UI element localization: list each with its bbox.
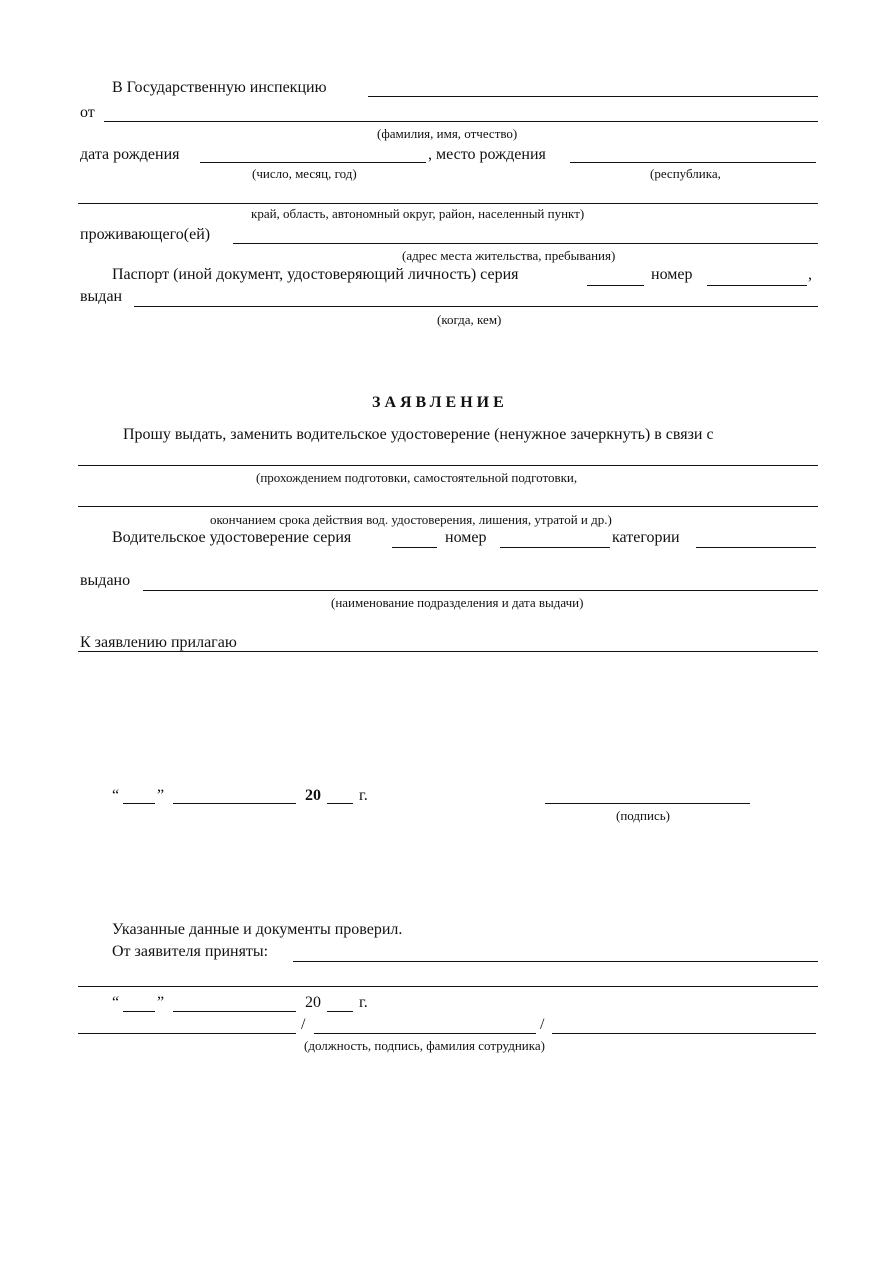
republic-hint: (республика, xyxy=(650,166,721,181)
birth-place-field[interactable] xyxy=(570,162,816,163)
license-series-field[interactable] xyxy=(392,547,437,548)
region-hint: край, область, автономный округ, район, населенный пункт) xyxy=(251,206,585,221)
passport-number-field[interactable] xyxy=(707,285,807,286)
to-inspection-label: В Государственную инспекцию xyxy=(112,79,327,96)
year-field-2[interactable] xyxy=(327,1011,353,1012)
slash-1: / xyxy=(301,1016,306,1033)
birth-place-label: , место рождения xyxy=(428,146,546,163)
signature-field[interactable] xyxy=(545,803,750,804)
accepted-field[interactable] xyxy=(293,961,818,962)
categories-field[interactable] xyxy=(696,547,816,548)
accepted-label: От заявителя приняты: xyxy=(112,943,269,960)
attach-field[interactable] xyxy=(78,651,818,652)
license-number-field[interactable] xyxy=(500,547,610,548)
quote-close: ” xyxy=(157,787,165,804)
from-label: от xyxy=(80,104,95,121)
slash-2: / xyxy=(540,1016,545,1033)
birth-place-field-2[interactable] xyxy=(78,203,818,204)
inspection-field[interactable] xyxy=(368,96,818,97)
birth-date-field[interactable] xyxy=(200,162,426,163)
checked-text: Указанные данные и документы проверил. xyxy=(112,921,403,938)
license-number-label: номер xyxy=(445,529,487,546)
position-field[interactable] xyxy=(78,1033,296,1034)
reason-field-2[interactable] xyxy=(78,506,818,507)
birth-date-label: дата рождения xyxy=(80,146,180,163)
employee-signature-field[interactable] xyxy=(314,1033,536,1034)
year-suffix-2: г. xyxy=(359,994,368,1011)
employee-name-field[interactable] xyxy=(552,1033,816,1034)
employee-hint: (должность, подпись, фамилия сотрудника) xyxy=(304,1038,545,1053)
year-suffix: г. xyxy=(359,787,368,804)
issued2-label: выдано xyxy=(80,572,131,589)
year-prefix: 20 xyxy=(305,787,321,804)
quote-open: “ xyxy=(112,787,120,804)
reason-hint-2: окончанием срока действия вод. удостоверения, лишения, утратой и др.) xyxy=(210,512,612,527)
department-field[interactable] xyxy=(143,590,818,591)
document-title: ЗАЯВЛЕНИЕ xyxy=(372,394,508,411)
categories-label: категории xyxy=(612,529,680,546)
request-text: Прошу выдать, заменить водительское удостоверение (ненужное зачеркнуть) в связи с xyxy=(123,426,714,443)
attach-label: К заявлению прилагаю xyxy=(80,634,237,651)
passport-number-label: номер xyxy=(651,266,693,283)
fio-field[interactable] xyxy=(104,121,818,122)
quote-open-2: “ xyxy=(112,994,120,1011)
issued-label: выдан xyxy=(80,288,123,305)
signature-hint: (подпись) xyxy=(616,808,670,823)
month-field[interactable] xyxy=(173,803,296,804)
address-field[interactable] xyxy=(233,243,818,244)
department-hint: (наименование подразделения и дата выдачи) xyxy=(331,595,584,610)
date-hint: (число, месяц, год) xyxy=(252,166,357,181)
passport-issued-field[interactable] xyxy=(134,306,818,307)
license-series-label: Водительское удостоверение серия xyxy=(112,529,352,546)
reason-hint-1: (прохождением подготовки, самостоятельной подготовки, xyxy=(256,470,578,485)
day-field[interactable] xyxy=(123,803,155,804)
quote-close-2: ” xyxy=(157,994,165,1011)
month-field-2[interactable] xyxy=(173,1011,296,1012)
reason-field[interactable] xyxy=(78,465,818,466)
passport-label: Паспорт (иной документ, удостоверяющий личность) серия xyxy=(112,266,519,283)
fio-hint: (фамилия, имя, отчество) xyxy=(377,126,518,141)
year-prefix-2: 20 xyxy=(305,994,321,1011)
address-hint: (адрес места жительства, пребывания) xyxy=(402,248,616,263)
year-field[interactable] xyxy=(327,803,353,804)
accepted-field-2[interactable] xyxy=(78,986,818,987)
when-by-whom-hint: (когда, кем) xyxy=(437,312,502,327)
comma: , xyxy=(808,266,812,283)
day-field-2[interactable] xyxy=(123,1011,155,1012)
residing-label: проживающего(ей) xyxy=(80,226,211,243)
passport-series-field[interactable] xyxy=(587,285,644,286)
